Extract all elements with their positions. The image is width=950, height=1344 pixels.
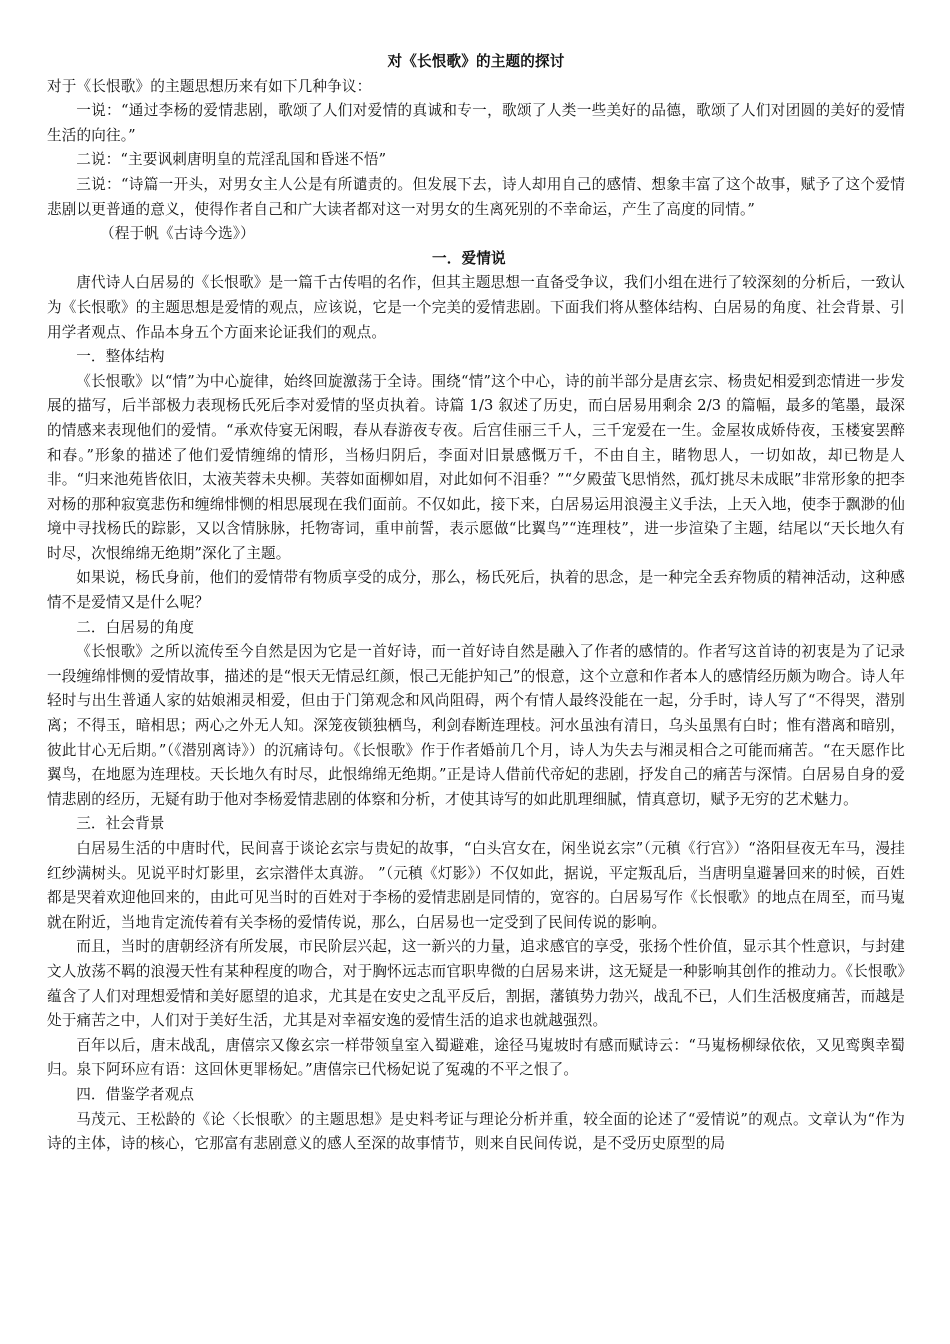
body-paragraph: 百年以后，唐末战乱，唐僖宗又像玄宗一样带领皇室入蜀避难，途径马嵬坡时有感而赋诗云：“马嵬杨柳绿依依，又见鸾舆幸蜀归。泉下阿环应有语：这回休更罪杨妃。”唐僖宗已代杨妃说了冤魂的不平之恨了。 <box>47 1036 905 1079</box>
intro-view-1: 一说：“通过李杨的爱情悲剧，歌颂了人们对爱情的真诚和专一，歌颂了人类一些美好的品德，歌颂了人们对团圆的美好的爱情生活的向往。” <box>47 102 905 144</box>
body-paragraph: 而且，当时的唐朝经济有所发展，市民阶层兴起，这一新兴的力量，追求感官的享受，张扬个性价值，显示其个性意识，与封建文人放荡不羁的浪漫天性有某种程度的吻合，对于胸怀远志而官职卑微的白居易来讲，这无疑是一种影响其创作的推动力。《长恨歌》蕴含了人们对理想爱情和美好愿望的追求，尤其是在安史之乱平反后，割据，藩镇势力勃兴，战乱不已，人们生活极度痛苦，而越是处于痛苦之中，人们对于美好生活，尤其是对幸福安逸的爱情生活的追求也就越强烈。 <box>47 938 905 1030</box>
subheading-author-perspective: 二．白居易的角度 <box>76 618 195 636</box>
document-page <box>47 50 905 1157</box>
document-title: 对《长恨歌》的主题的探讨 <box>387 53 565 70</box>
body-paragraph: 马茂元、王松龄的《论〈长恨歌〉的主题思想》是史料考证与理论分析并重，较全面的论述了“爱情说”的观点。文章认为“作为诗的主体，诗的核心，它那富有悲剧意义的感人至深的故事情节，则来自民间传说，是不受历史原型的局 <box>47 1110 905 1153</box>
intro-lead: 对于《长恨歌》的主题思想历来有如下几种争议： <box>47 77 372 95</box>
section-heading: 一．爱情说 <box>432 249 506 267</box>
body-paragraph: 白居易生活的中唐时代，民间喜于谈论玄宗与贵妃的故事，“白头宫女在，闲坐说玄宗”（元稹《行宫》）“洛阳昼夜无车马，漫挂红纱满树头。见说平时灯影里，玄宗潜伴太真游。 ”（元稹《灯影》）不仅如此，据说，平定叛乱后，当唐明皇避暑回来的时候，百姓都是哭着欢迎他回来的，由此可见当时的百姓对于李杨的爱情悲剧是同情的，宽容的。白居易写作《长恨歌》的地点在周至，而马嵬就在附近，当地肯定流传着有关李杨的爱情传说，那么，白居易也一定受到了民间传说的影响。 <box>47 840 905 931</box>
body-paragraph: 如果说，杨氏身前，他们的爱情带有物质享受的成分，那么，杨氏死后，执着的思念，是一种完全丢弃物质的精神活动，这种感情不是爱情又是什么呢？ <box>47 569 905 612</box>
body-paragraph: 《长恨歌》之所以流传至今自然是因为它是一首好诗，而一首好诗自然是融入了作者的感情的。作者写这首诗的初衷是为了记录一段缠绵悱恻的爱情故事，描述的是“恨天无情忌红颜，恨己无能护知己”的恨意，这个立意和作者本人的感情经历颇为吻合。诗人年轻时与出生普通人家的姑娘湘灵相爱，但由于门第观念和风尚阻碍，两个有情人最终没能在一起，分手时，诗人写了“不得哭，潜别离；不得玉，暗相思；两心之外无人知。深笼夜锁独栖鸟，利剑春断连理枝。河水虽浊有清日，乌头虽黑有白时；惟有潜离和暗别，彼此甘心无后期。”（《潜别离诗》）的沉痛诗句。《长恨歌》作于作者婚前几个月，诗人为失去与湘灵相合之可能而痛苦。“在天愿作比翼鸟，在地愿为连理枝。天长地久有时尽，此恨绵绵无绝期。”正是诗人借前代帝妃的悲剧，抒发自己的痛苦与深情。白居易自身的爱情悲剧的经历，无疑有助于他对李杨爱情悲剧的体察和分析，才使其诗写的如此肌理细腻，情真意切，赋予无穷的艺术魅力。 <box>47 643 905 808</box>
intro-view-2: 二说：“主要讽刺唐明皇的荒淫乱国和昏迷不悟” <box>76 151 387 169</box>
subheading-social-background: 三．社会背景 <box>76 815 165 833</box>
intro-source: （程于帆《古诗今选》） <box>100 225 255 243</box>
intro-view-3: 三说：“诗篇一开头，对男女主人公是有所谴责的。但发展下去，诗人却用自己的感情、想象丰富了这个故事，赋予了这个爱情悲剧以更普通的意义，使得作者自己和广大读者都对这一对男女的生离死别的不幸命运，产生了高度的同情。” <box>47 175 905 218</box>
body-paragraph: 《长恨歌》以“情”为中心旋律，始终回旋激荡于全诗。围绕“情”这个中心，诗的前半部分是唐玄宗、杨贵妃相爱到恋情进一步发展的描写，后半部极力表现杨氏死后李对爱情的坚贞执着。诗篇 1/3 叙述了历史，而白居易用剩余 2/3 的篇幅，最多的笔墨，最深的情感来表现他们的爱情。“承欢侍宴无闲暇，春从春游夜专夜。后宫佳丽三千人，三千宠爱在一生。金屋妆成娇侍夜，玉楼宴罢醉和春。”形象的描述了他们爱情缠绵的情形，当杨归阴后，李面对旧景感慨万千，不由自主，睹物思人，一切如故，却已物是人非。“归来池苑皆依旧，太液芙蓉未央柳。芙蓉如面柳如眉，对此如何不泪垂？”“夕殿萤飞思悄然，孤灯挑尽未成眠”非常形象的把李对杨的那种寂寞悲伤和缠绵悱恻的相思展现在我们面前。不仅如此，接下来，白居易运用浪漫主义手法，上天入地，使李于飘渺的仙境中寻找杨氏的踪影，又以含情脉脉，托物寄词，重申前誓，表示愿做“比翼鸟”“连理枝”，进一步渲染了主题，结尾以“天长地久有时尽，次恨绵绵无绝期”深化了主题。 <box>47 372 905 562</box>
body-paragraph: 唐代诗人白居易的《长恨歌》是一篇千古传唱的名作，但其主题思想一直备受争议，我们小组在进行了较深刻的分析后，一致认为《长恨歌》的主题思想是爱情的观点，应该说，它是一个完美的爱情悲剧。下面我们将从整体结构、白居易的角度、社会背景、引用学者观点、作品本身五个方面来论证我们的观点。 <box>47 274 905 341</box>
subheading-structure: 一．整体结构 <box>76 348 165 366</box>
subheading-scholars: 四．借鉴学者观点 <box>76 1085 195 1103</box>
